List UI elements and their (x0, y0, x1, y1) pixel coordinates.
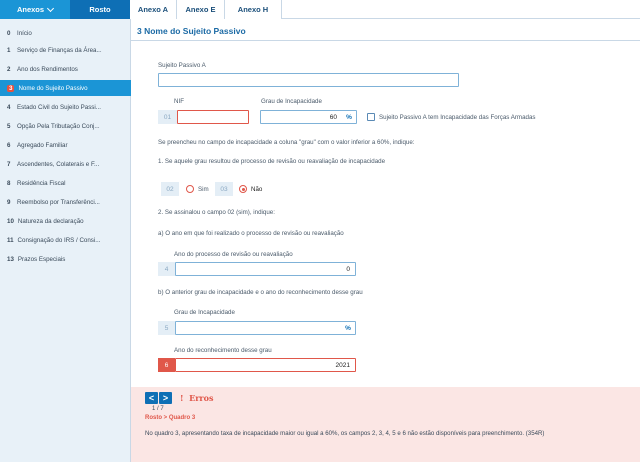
field-number-5: 5 (158, 321, 175, 335)
sidebar-item-number: 11 (7, 236, 14, 244)
sidebar-item-residencia-fiscal[interactable] (0, 175, 131, 191)
grau-anterior-label: Grau de Incapacidade (174, 309, 235, 316)
field-number-01: 01 (158, 110, 177, 124)
sidebar-item-natureza-declaracao[interactable] (0, 213, 131, 229)
next-error-button[interactable]: > (159, 392, 172, 404)
sidebar-item-label: Residência Fiscal (17, 179, 66, 187)
ano-reconhecimento-input[interactable]: 2021 (175, 358, 356, 372)
section-title: 3 Nome do Sujeito Passivo (137, 26, 246, 36)
sujeito-passivo-label: Sujeito Passivo A (158, 62, 206, 69)
sidebar-item-label: Ascendentes, Colaterais e F... (17, 160, 100, 168)
sidebar-item-number: 8 (7, 179, 11, 187)
error-message: No quadro 3, apresentando taxa de incapacidade maior ou igual a 60%, os campos 2, 3, 4, 5 e 6 não estão disponíveis para preenchimento. (354R) (145, 430, 545, 437)
sim-label: Sim (198, 186, 209, 193)
nif-input[interactable] (177, 110, 249, 124)
sidebar-item-label: Reembolso por Transferênci... (17, 198, 100, 206)
tab-anexos-dropdown[interactable] (0, 0, 70, 19)
sidebar-item-number: 3 (9, 84, 13, 92)
tab-anexo-e[interactable] (177, 0, 225, 19)
question-2b-text: b) O anterior grau de incapacidade e o ano do reconhecimento desse grau (158, 289, 363, 296)
error-counter: 1 / 7 (152, 406, 164, 412)
grau-incapacidade-label: Grau de Incapacidade (261, 98, 322, 105)
divider (131, 40, 640, 41)
errors-panel (131, 387, 640, 462)
sidebar-item-label: Serviço de Finanças da Área... (17, 46, 102, 54)
sidebar-item-number: 6 (7, 141, 11, 149)
sidebar-item-label: Natureza da declaração (17, 217, 84, 225)
errors-title (180, 393, 213, 403)
ano-reconhecimento-label: Ano do reconhecimento desse grau (174, 347, 272, 354)
tab-anexo-h[interactable] (225, 0, 282, 19)
question-2a-text: a) O ano em que foi realizado o processo de revisão ou reavaliação (158, 230, 344, 237)
grau-incapacidade-value: 60 (329, 113, 337, 121)
sidebar-item-servico-financas[interactable] (0, 42, 131, 58)
ano-processo-label: Ano do processo de revisão ou reavaliação (174, 251, 293, 258)
sidebar-item-label: Início (17, 29, 32, 37)
errors-title-text: Erros (189, 393, 214, 403)
field-number-6: 6 (158, 358, 175, 372)
nao-label: Não (251, 186, 263, 193)
sujeito-passivo-input[interactable] (158, 73, 459, 87)
alert-icon: ! (180, 393, 184, 403)
sidebar-item-number: 9 (7, 198, 11, 206)
sidebar-item-number: 4 (7, 103, 11, 111)
top-tab-bar (0, 0, 640, 19)
sidebar-item-estado-civil[interactable] (0, 99, 131, 115)
sidebar-item-label: Prazos Especiais (17, 255, 66, 263)
sidebar-item-label: Consignação do IRS / Consi... (17, 236, 101, 244)
grau-incapacidade-input[interactable] (260, 110, 357, 124)
sidebar-item-opcao-tributacao[interactable] (0, 118, 131, 134)
sidebar-item-number: 2 (7, 65, 11, 73)
sidebar-item-label: Opção Pela Tributação Conj... (17, 122, 100, 130)
sidebar-item-number: 10 (7, 217, 14, 225)
percent-icon: % (345, 324, 351, 332)
tab-anexo-a[interactable] (130, 0, 177, 19)
sidebar-item-agregado-familiar[interactable] (0, 137, 131, 153)
forcas-armadas-checkbox[interactable] (367, 113, 375, 121)
sidebar (0, 19, 131, 462)
sidebar-item-number: 13 (7, 255, 14, 263)
error-location-link[interactable]: Rosto > Quadro 3 (145, 415, 196, 421)
question-1-text: 1. Se aquele grau resultou de processo de revisão ou reavaliação de incapacidade (158, 158, 386, 165)
sidebar-item-number: 0 (7, 29, 11, 37)
sidebar-item-label: Ano dos Rendimentos (17, 65, 78, 73)
sidebar-item-label: Nome do Sujeito Passivo (18, 84, 88, 92)
ano-processo-input[interactable]: 0 (175, 262, 356, 276)
prev-error-button[interactable]: < (145, 392, 158, 404)
sidebar-item-prazos-especiais[interactable] (0, 251, 131, 267)
sim-radio[interactable] (186, 185, 194, 193)
tab-anexo-e-label: Anexo E (185, 5, 216, 14)
tab-rosto[interactable] (70, 0, 130, 19)
sidebar-item-label: Agregado Familiar (17, 141, 68, 149)
sidebar-item-consignacao-irs[interactable] (0, 232, 131, 248)
grau-anterior-input[interactable] (175, 321, 356, 335)
tab-anexo-a-label: Anexo A (137, 5, 169, 14)
sidebar-item-reembolso[interactable] (0, 194, 131, 210)
tab-anexos-label: Anexos (16, 5, 45, 14)
tab-anexo-h-label: Anexo H (237, 5, 269, 14)
field-number-03: 03 (215, 182, 233, 196)
sidebar-item-number: 5 (7, 122, 11, 130)
nao-radio[interactable] (239, 185, 247, 193)
sidebar-item-inicio[interactable] (0, 25, 131, 41)
question-2-text: 2. Se assinalou o campo 02 (sim), indique: (158, 209, 275, 216)
forcas-armadas-label: Sujeito Passivo A tem Incapacidade das Forças Armadas (379, 114, 536, 121)
main-content (131, 19, 640, 462)
instruction-text: Se preencheu no campo de incapacidade a coluna "grau" com o valor inferior a 60%, indique: (158, 139, 415, 146)
chevron-down-icon (47, 4, 54, 11)
sidebar-item-number: 7 (7, 160, 11, 168)
field-number-4: 4 (158, 262, 175, 276)
sidebar-item-label: Estado Civil do Sujeito Passi... (17, 103, 101, 111)
sidebar-item-nome-sujeito-passivo[interactable] (0, 80, 131, 96)
field-number-02: 02 (161, 182, 179, 196)
percent-icon: % (346, 113, 352, 121)
nif-label: NIF (174, 98, 184, 105)
sidebar-item-ano-rendimentos[interactable] (0, 61, 131, 77)
tab-rosto-label: Rosto (89, 5, 111, 14)
sidebar-item-ascendentes[interactable] (0, 156, 131, 172)
sidebar-item-number: 1 (7, 46, 11, 54)
